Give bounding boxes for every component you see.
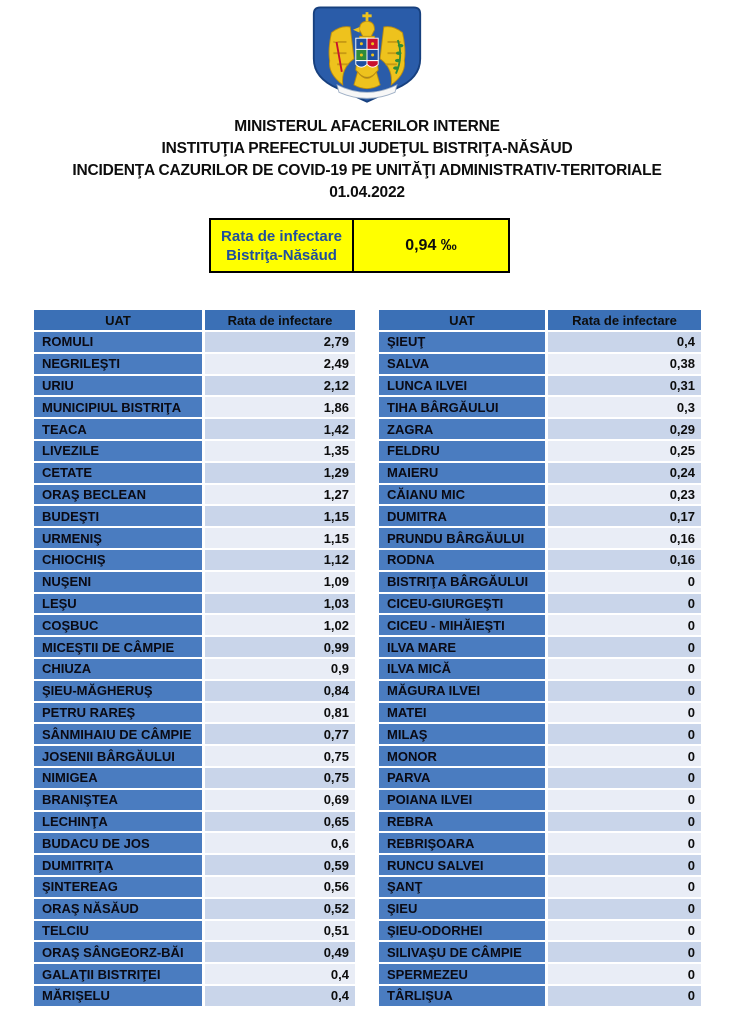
- uat-name-cell: NEGRILEŞTI: [34, 354, 202, 374]
- table-body: [34, 332, 355, 1006]
- rate-value-cell: 1,15: [205, 528, 355, 548]
- rate-value-cell: 0: [548, 572, 701, 592]
- table-row: [34, 964, 355, 984]
- uat-name-cell: GALAŢII BISTRIŢEI: [34, 964, 202, 984]
- uat-name-cell: TEACA: [34, 419, 202, 439]
- table-row: [34, 550, 355, 570]
- rate-value-cell: 0,24: [548, 463, 701, 483]
- table-row: [379, 921, 701, 941]
- uat-name-cell: CHIUZA: [34, 659, 202, 679]
- uat-name-cell: URIU: [34, 376, 202, 396]
- uat-name-cell: TIHA BÂRGĂULUI: [379, 397, 545, 417]
- table-row: [379, 833, 701, 853]
- county-rate-label-line2: Bistriţa-Năsăud: [226, 246, 337, 264]
- uat-name-cell: BRANIŞTEA: [34, 790, 202, 810]
- uat-name-cell: TELCIU: [34, 921, 202, 941]
- rate-value-cell: 0,23: [548, 485, 701, 505]
- uat-name-cell: CĂIANU MIC: [379, 485, 545, 505]
- rate-value-cell: 0,75: [205, 746, 355, 766]
- table-row: [34, 659, 355, 679]
- rate-value-cell: 0,17: [548, 506, 701, 526]
- uat-name-cell: SALVA: [379, 354, 545, 374]
- uat-name-cell: MILAŞ: [379, 724, 545, 744]
- county-rate-value: 0,94 ‰: [405, 236, 457, 254]
- rate-value-cell: 1,03: [205, 594, 355, 614]
- uat-name-cell: CICEU - MIHĂIEŞTI: [379, 615, 545, 635]
- table-row: [379, 746, 701, 766]
- rate-value-cell: 0,4: [205, 964, 355, 984]
- uat-name-cell: ŞIEU-MĂGHERUŞ: [34, 681, 202, 701]
- rate-value-cell: 0,25: [548, 441, 701, 461]
- uat-name-cell: URMENIŞ: [34, 528, 202, 548]
- rate-value-cell: 0: [548, 964, 701, 984]
- rate-value-cell: 0,99: [205, 637, 355, 657]
- uat-name-cell: MAIERU: [379, 463, 545, 483]
- uat-name-cell: JOSENII BÂRGĂULUI: [34, 746, 202, 766]
- uat-name-cell: DUMITRA: [379, 506, 545, 526]
- uat-name-cell: BISTRIŢA BÂRGĂULUI: [379, 572, 545, 592]
- uat-name-cell: PETRU RAREŞ: [34, 703, 202, 723]
- rate-value-cell: 1,86: [205, 397, 355, 417]
- rate-value-cell: 0: [548, 855, 701, 875]
- rate-value-cell: 0: [548, 899, 701, 919]
- rate-value-cell: 1,29: [205, 463, 355, 483]
- table-row: [379, 681, 701, 701]
- rate-value-cell: 2,12: [205, 376, 355, 396]
- uat-name-cell: MATEI: [379, 703, 545, 723]
- uat-name-cell: TÂRLIŞUA: [379, 986, 545, 1006]
- uat-name-cell: ILVA MARE: [379, 637, 545, 657]
- uat-name-cell: MĂRIŞELU: [34, 986, 202, 1006]
- header-rate: Rata de infectare: [205, 310, 355, 330]
- table-row: [34, 790, 355, 810]
- rate-value-cell: 1,42: [205, 419, 355, 439]
- rate-value-cell: 0,84: [205, 681, 355, 701]
- table-row: [34, 572, 355, 592]
- table-row: [379, 441, 701, 461]
- table-row: [379, 659, 701, 679]
- rate-value-cell: 0: [548, 594, 701, 614]
- table-row: [379, 463, 701, 483]
- table-row: [379, 812, 701, 832]
- table-row: [379, 703, 701, 723]
- uat-table-right: [379, 310, 701, 1006]
- table-row: [34, 419, 355, 439]
- uat-name-cell: SILIVAŞU DE CÂMPIE: [379, 942, 545, 962]
- rate-value-cell: 1,27: [205, 485, 355, 505]
- rate-value-cell: 0,75: [205, 768, 355, 788]
- table-row: [379, 397, 701, 417]
- table-row: [379, 790, 701, 810]
- title-date: 01.04.2022: [329, 184, 405, 201]
- table-row: [379, 724, 701, 744]
- rate-value-cell: 0,65: [205, 812, 355, 832]
- rate-value-cell: 0: [548, 986, 701, 1006]
- table-body: [379, 332, 701, 1006]
- rate-value-cell: 0,16: [548, 550, 701, 570]
- table-row: [379, 942, 701, 962]
- table-row: [379, 528, 701, 548]
- table-row: [379, 855, 701, 875]
- table-row: [34, 833, 355, 853]
- header-uat: UAT: [34, 310, 202, 330]
- table-row: [379, 550, 701, 570]
- table-row: [34, 441, 355, 461]
- uat-name-cell: ROMULI: [34, 332, 202, 352]
- table-row: [34, 528, 355, 548]
- table-row: [34, 615, 355, 635]
- uat-name-cell: BUDEŞTI: [34, 506, 202, 526]
- rate-value-cell: 0,77: [205, 724, 355, 744]
- uat-name-cell: ŞINTEREAG: [34, 877, 202, 897]
- table-row: [379, 485, 701, 505]
- table-row: [34, 485, 355, 505]
- table-row: [379, 419, 701, 439]
- table-row: [34, 986, 355, 1006]
- table-row: [34, 376, 355, 396]
- table-row: [34, 812, 355, 832]
- rate-value-cell: 2,79: [205, 332, 355, 352]
- table-row: [379, 506, 701, 526]
- rate-value-cell: 0: [548, 681, 701, 701]
- rate-value-cell: 0,31: [548, 376, 701, 396]
- rate-value-cell: 0: [548, 724, 701, 744]
- table-row: [379, 986, 701, 1006]
- uat-name-cell: LUNCA ILVEI: [379, 376, 545, 396]
- rate-value-cell: 0: [548, 703, 701, 723]
- uat-name-cell: SPERMEZEU: [379, 964, 545, 984]
- uat-name-cell: BUDACU DE JOS: [34, 833, 202, 853]
- uat-name-cell: SÂNMIHAIU DE CÂMPIE: [34, 724, 202, 744]
- rate-value-cell: 0,49: [205, 942, 355, 962]
- rate-value-cell: 0,4: [205, 986, 355, 1006]
- rate-value-cell: 1,15: [205, 506, 355, 526]
- rate-value-cell: 0: [548, 942, 701, 962]
- title-subject: INCIDENŢA CAZURILOR DE COVID-19 PE UNITĂŢI ADMINISTRATIV-TERITORIALE: [72, 162, 662, 179]
- uat-name-cell: PRUNDU BÂRGĂULUI: [379, 528, 545, 548]
- header-uat: UAT: [379, 310, 545, 330]
- table-row: [34, 921, 355, 941]
- uat-name-cell: CETATE: [34, 463, 202, 483]
- uat-name-cell: DUMITRIŢA: [34, 855, 202, 875]
- table-row: [379, 615, 701, 635]
- rate-value-cell: 0,3: [548, 397, 701, 417]
- table-row: [379, 376, 701, 396]
- table-row: [379, 354, 701, 374]
- table-row: [34, 506, 355, 526]
- table-row: [379, 572, 701, 592]
- uat-name-cell: ŞANŢ: [379, 877, 545, 897]
- uat-name-cell: MONOR: [379, 746, 545, 766]
- uat-name-cell: ŞIEU-ODORHEI: [379, 921, 545, 941]
- uat-name-cell: ORAŞ SÂNGEORZ-BĂI: [34, 942, 202, 962]
- coat-of-arms-icon: [311, 4, 423, 106]
- uat-name-cell: RODNA: [379, 550, 545, 570]
- rate-value-cell: 0,38: [548, 354, 701, 374]
- rate-value-cell: 0,6: [205, 833, 355, 853]
- rate-value-cell: 0,81: [205, 703, 355, 723]
- table-header-row: [379, 310, 701, 330]
- rate-value-cell: 0,29: [548, 419, 701, 439]
- uat-name-cell: NUŞENI: [34, 572, 202, 592]
- title-ministry: MINISTERUL AFACERILOR INTERNE: [234, 118, 500, 135]
- table-row: [34, 397, 355, 417]
- rate-value-cell: 1,09: [205, 572, 355, 592]
- rate-value-cell: 1,12: [205, 550, 355, 570]
- rate-value-cell: 0,9: [205, 659, 355, 679]
- rate-value-cell: 0,4: [548, 332, 701, 352]
- table-row: [34, 724, 355, 744]
- rate-value-cell: 2,49: [205, 354, 355, 374]
- table-row: [34, 463, 355, 483]
- uat-name-cell: REBRA: [379, 812, 545, 832]
- header-rate: Rata de infectare: [548, 310, 701, 330]
- uat-name-cell: LIVEZILE: [34, 441, 202, 461]
- rate-value-cell: 0: [548, 833, 701, 853]
- table-row: [34, 768, 355, 788]
- table-row: [34, 637, 355, 657]
- county-rate-box: [209, 218, 510, 273]
- table-row: [34, 942, 355, 962]
- uat-name-cell: LECHINŢA: [34, 812, 202, 832]
- table-header-row: [34, 310, 355, 330]
- table-row: [379, 332, 701, 352]
- uat-name-cell: LEŞU: [34, 594, 202, 614]
- table-row: [379, 768, 701, 788]
- rate-value-cell: 0,56: [205, 877, 355, 897]
- rate-value-cell: 0,52: [205, 899, 355, 919]
- rate-value-cell: 0,59: [205, 855, 355, 875]
- table-row: [34, 681, 355, 701]
- uat-name-cell: ŞIEU: [379, 899, 545, 919]
- rate-value-cell: 1,02: [205, 615, 355, 635]
- rate-value-cell: 0,16: [548, 528, 701, 548]
- uat-name-cell: ORAŞ BECLEAN: [34, 485, 202, 505]
- uat-name-cell: ZAGRA: [379, 419, 545, 439]
- table-row: [379, 594, 701, 614]
- table-row: [34, 899, 355, 919]
- uat-table-left: [34, 310, 355, 1006]
- rate-value-cell: 0: [548, 746, 701, 766]
- uat-name-cell: ŞIEUŢ: [379, 332, 545, 352]
- county-rate-label-line1: Rata de infectare: [221, 227, 342, 245]
- table-row: [34, 354, 355, 374]
- table-row: [379, 964, 701, 984]
- uat-name-cell: MUNICIPIUL BISTRIŢA: [34, 397, 202, 417]
- uat-name-cell: ILVA MICĂ: [379, 659, 545, 679]
- uat-name-cell: CICEU-GIURGEŞTI: [379, 594, 545, 614]
- table-row: [34, 855, 355, 875]
- rate-value-cell: 0: [548, 768, 701, 788]
- uat-name-cell: COŞBUC: [34, 615, 202, 635]
- uat-name-cell: CHIOCHIŞ: [34, 550, 202, 570]
- rate-value-cell: 0: [548, 812, 701, 832]
- rate-value-cell: 0: [548, 615, 701, 635]
- rate-value-cell: 0,51: [205, 921, 355, 941]
- table-row: [379, 637, 701, 657]
- uat-name-cell: POIANA ILVEI: [379, 790, 545, 810]
- uat-name-cell: FELDRU: [379, 441, 545, 461]
- title-block: [0, 116, 734, 204]
- table-row: [34, 703, 355, 723]
- uat-name-cell: ORAŞ NĂSĂUD: [34, 899, 202, 919]
- rate-value-cell: 0: [548, 790, 701, 810]
- uat-name-cell: PARVA: [379, 768, 545, 788]
- table-row: [34, 746, 355, 766]
- rate-value-cell: 0,69: [205, 790, 355, 810]
- table-row: [34, 877, 355, 897]
- uat-name-cell: NIMIGEA: [34, 768, 202, 788]
- uat-name-cell: MĂGURA ILVEI: [379, 681, 545, 701]
- rate-value-cell: 0: [548, 659, 701, 679]
- uat-name-cell: RUNCU SALVEI: [379, 855, 545, 875]
- table-row: [34, 594, 355, 614]
- county-rate-label: [211, 220, 354, 271]
- rate-value-cell: 1,35: [205, 441, 355, 461]
- title-institution: INSTITUŢIA PREFECTULUI JUDEŢUL BISTRIŢA-NĂSĂUD: [161, 140, 573, 157]
- rate-value-cell: 0: [548, 877, 701, 897]
- rate-value-cell: 0: [548, 637, 701, 657]
- table-row: [379, 877, 701, 897]
- uat-name-cell: REBRIŞOARA: [379, 833, 545, 853]
- rate-value-cell: 0: [548, 921, 701, 941]
- table-row: [379, 899, 701, 919]
- table-row: [34, 332, 355, 352]
- uat-name-cell: MICEŞTII DE CÂMPIE: [34, 637, 202, 657]
